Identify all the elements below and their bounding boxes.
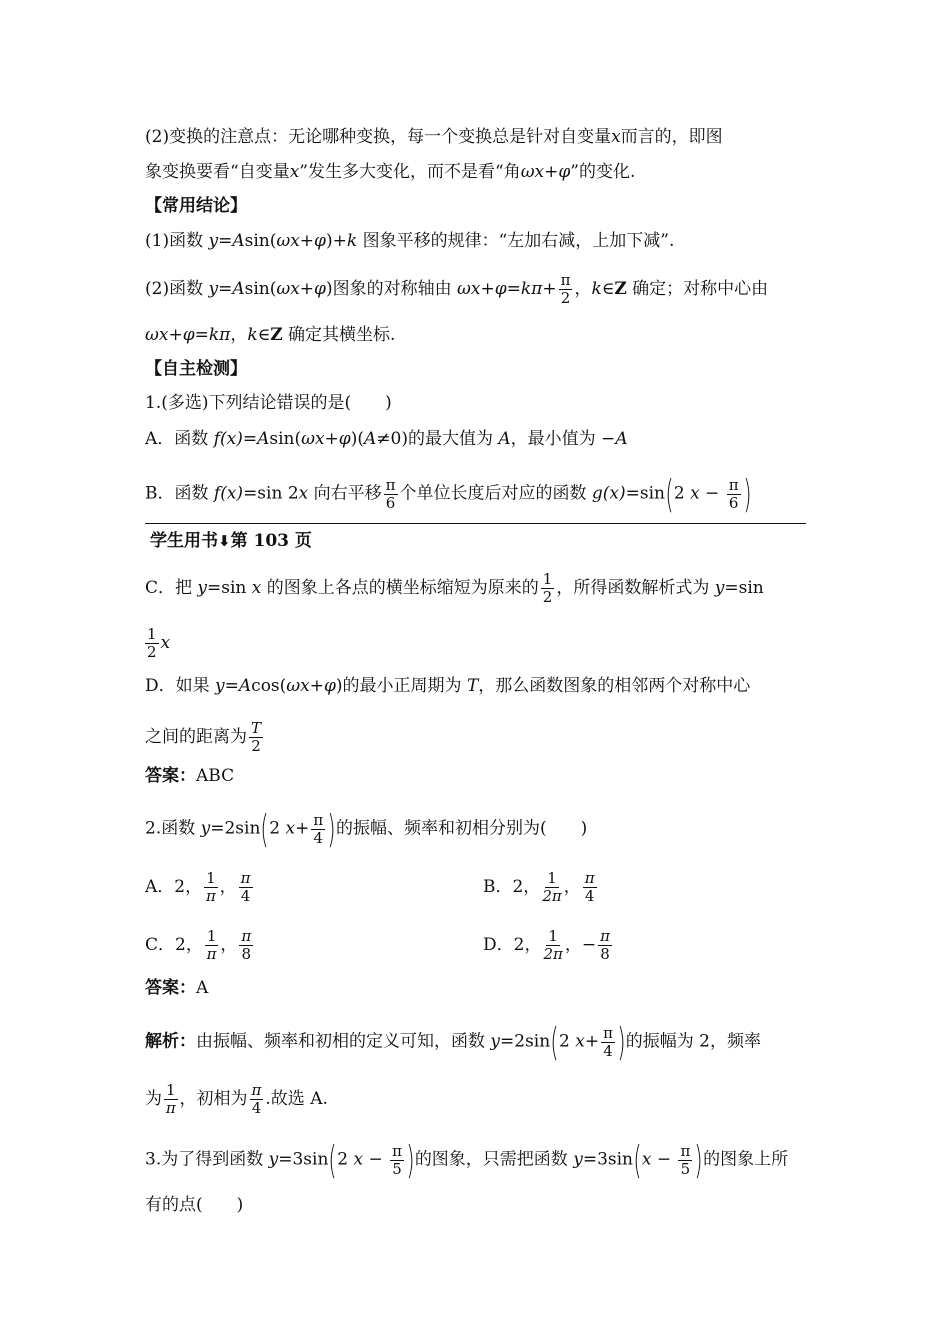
q1b-in2: − [699,483,725,504]
c2-l2-in: ∈ [257,325,271,345]
q2b-f2d: 4 [584,887,595,905]
q2-exp-paren-open: ( [550,1020,559,1064]
c2-l2-expr: ωx+φ=kπ [145,325,231,345]
q2-option-d [483,928,614,963]
q2-exp-den: 4 [603,1041,613,1060]
c2-k: k [591,279,602,299]
q2-exp-l2-f2 [250,1082,264,1117]
c2-Z: Z [614,279,627,299]
q2-option-b [483,870,599,905]
q2c-f1 [205,928,219,963]
q2-in-den: 4 [313,828,324,847]
q1b-expr2: =sin 2 [243,483,299,504]
note2-lead: (2)变换的注意点：无论哪种变换，每一个变换总是针对自变量 [145,127,612,147]
q1c-l2-den: 2 [147,643,157,661]
q3-frac1 [390,1143,404,1178]
c1-expr4: )+ [325,231,347,251]
c2-lead: (2)函数 [145,279,209,299]
q1a-expr6: ≠0)的最大值为 [376,429,499,449]
page-reference [150,529,312,553]
section-common: 【常用结论】 [145,196,247,216]
q2-exp-b: =2sin [500,1031,551,1052]
q2-option-a [145,870,255,905]
note2-l2expr: ωx+φ [520,162,571,182]
q2c-f2n: π [241,927,252,945]
q2-explanation-line1 [145,1020,762,1064]
q3-mid: 的图象，只需把函数 [414,1149,574,1170]
q1b-mid: 向右平移 [308,483,382,504]
q2-exp-frac [601,1025,615,1060]
c2-expr: y=A [208,279,245,299]
q2-exp-l2-den2: 4 [251,1099,262,1117]
q3-in1: 2 [337,1149,354,1170]
q2c-f1d: π [206,945,217,963]
c2-frac-den: 2 [560,289,571,307]
section-self-check: 【自主检测】 [145,359,247,379]
q1c-mid: 的图象上各点的横坐标缩短为原来的 [261,578,539,598]
q2-stem-a: 2.函数 [145,818,201,839]
q3-stem-line1 [145,1138,789,1182]
q2b-f1d: 2π [542,887,562,905]
q3-in2-b: − [651,1149,677,1170]
q1a-expr: f(x)=A [213,429,270,449]
q2a-f2n: π [240,869,251,887]
q2-answer [145,976,208,1000]
q3-num1: π [392,1141,402,1160]
q2-exp-label: 解析： [145,1031,196,1052]
note2-line1 [145,125,723,149]
down-arrow-icon: ⬇ [218,532,231,550]
q1-stem: 1.(多选)下列结论错误的是( ) [145,393,392,413]
q2b-f1n: 1 [547,869,557,887]
note2-line2 [145,160,635,184]
c2-l2-mid: ， [230,325,248,345]
q1a-expr4: )( [350,429,364,449]
q3-paren2-close: ) [694,1138,703,1182]
q1-answer-label: 答案： [145,766,196,786]
q1b-frac-den: 6 [385,493,396,512]
q1b-paren-open: ( [665,472,674,516]
q1b-mid2: 个单位长度后对应的函数 [399,483,592,504]
c2-in: ∈ [601,279,615,299]
q1d-num: T [251,719,262,737]
q1c-frac-den: 2 [542,588,553,606]
q2-stem [145,807,588,851]
q1b-frac-num: π [385,475,396,494]
q3-in-x: x [353,1149,364,1170]
q1b-paren-close: ) [742,472,752,516]
q2-stem-b: =2sin [210,818,261,839]
note2-l2b: ”发生多大变化，而不是看“角 [299,162,521,182]
q1d-expr4: )的最小正周期为 [335,676,467,696]
c2-l2-Z: Z [270,325,283,345]
q1-answer [145,764,234,788]
note2-tail: 而言的，即图 [620,127,723,147]
q1d-den: 2 [251,737,261,755]
q2d-sep: ， [564,935,582,955]
q2c-sep: ， [220,935,238,955]
page-separator [145,523,806,524]
q2-in-num: π [313,810,324,829]
q1d-tail: ，那么函数图象的相邻两个对称中心 [478,676,751,696]
q1b-g: g(x) [591,483,626,504]
q2-exp-num: π [603,1023,613,1042]
q2-paren-open: ( [260,807,269,851]
q2-exp-in-x: x [575,1031,585,1052]
note2-l2x: x [289,162,300,182]
q1d-expr2: cos( [251,676,287,696]
c1-tail: 图象平移的规律：“左加右减，上加下减”. [357,231,675,251]
q1b-lead: B．函数 [145,483,214,504]
q1c-x: x [251,578,262,598]
c2-frac-num: π [560,271,571,289]
q2-exp-in1: 2 [559,1031,576,1052]
q2a-f1n: 1 [206,869,216,887]
q1a-expr3: ωx+φ [301,429,351,449]
q1c-l2-frac [145,626,159,661]
q1a-expr2: sin( [269,429,302,449]
q2-explanation-line2 [145,1082,328,1117]
q2a-f2 [239,870,253,905]
q2a-f2d: 4 [240,887,251,905]
q2-exp-l2-den: π [165,1099,176,1117]
q2-in-x: x [285,818,296,839]
q2-exp-in2: + [584,1031,600,1052]
q1c-frac [541,571,555,606]
q1c-frac-num: 1 [542,570,553,588]
q2-exp-l2b: ，初相为 [179,1089,248,1109]
q2d-neg: − [581,935,597,955]
c2-eq: ωx+φ=kπ+ [457,279,557,299]
common2-line2 [145,323,395,347]
q1c-lead: C．把 [145,578,198,598]
c2-l2-k: k [247,325,258,345]
q1c-l2-x: x [160,633,171,653]
q1b-x: x [298,483,309,504]
q2b-f1 [542,870,561,905]
page-ref-b: 第 103 页 [230,531,312,551]
q1b-expr: f(x) [213,483,244,504]
q3-paren1-open: ( [328,1138,337,1182]
q2-stem-c: 的振幅、频率和初相分别为( ) [336,818,588,839]
q2-answer-value: A [196,978,209,998]
q1b-in-x: x [690,483,700,504]
q2a-f1d: π [205,887,216,905]
q1d-l2: 之间的距离为 [145,727,247,747]
q2d-f1 [543,928,562,963]
q1d-frac [249,720,263,755]
q1-option-a [145,427,628,451]
q2c-f1n: 1 [206,927,217,945]
q2c-label: C．2， [145,935,203,955]
q2c-f2 [239,928,253,963]
q1d-expr3: ωx+φ [286,676,336,696]
c1-expr: y=A [208,231,245,251]
q2-exp-l2-num2: π [251,1081,262,1099]
q3-paren2-open: ( [633,1138,642,1182]
q1d-T: T [466,676,479,696]
q1-option-c-line2 [145,626,170,661]
q3-num2: π [680,1141,691,1160]
common2-line1 [145,272,768,307]
q3-stem-line2: 有的点( ) [145,1195,244,1215]
q1d-lead: D．如果 [145,676,216,696]
c2-expr2: sin( [244,279,277,299]
c1-expr2: sin( [244,231,277,251]
c2-expr4: )图象的对称轴由 [325,279,458,299]
q1-option-b [145,472,752,516]
q2d-label: D．2， [483,935,542,955]
q2d-f2d: 8 [600,945,610,963]
q3-in2: − [363,1149,389,1170]
q1d-expr: y=A [215,676,252,696]
q1c-l2-num: 1 [147,625,157,643]
q2a-sep: ， [219,877,237,897]
c1-k: k [346,231,358,251]
q1-option-d-line2 [145,720,265,755]
q1b-frac [384,477,398,512]
q3-frac2 [678,1143,692,1178]
q1-option-d [145,674,750,698]
q3-den1: 5 [392,1159,402,1178]
q2-exp-a: 由振幅、频率和初相的定义可知，函数 [196,1031,491,1052]
q1c-y: y [714,578,725,598]
c2-mid: ， [574,279,592,299]
q3-y2: y [573,1149,583,1170]
q3-paren1-close: ) [406,1138,415,1182]
c2-tail: 确定；对称中心由 [626,279,769,299]
common1-line [145,229,674,253]
c1-lead: (1)函数 [145,231,209,251]
q1-option-c [145,571,764,606]
q1c-tail: ，所得函数解析式为 [556,578,715,598]
q1c-expr2: =sin [207,578,252,598]
q1b-in-den: 6 [728,493,739,512]
q1b-in-frac [727,477,741,512]
q2-exp-c: 的振幅为 2，频率 [625,1031,762,1052]
c2-frac [559,272,573,307]
q2-in-frac [311,812,325,847]
q3-y: y [268,1149,279,1170]
q2-exp-paren-close: ) [617,1020,626,1064]
q1b-in-num: π [728,475,739,494]
q1c-sin: =sin [724,578,764,598]
q1b-eq: =sin [625,483,665,504]
q1c-expr: y [197,578,208,598]
q3-eq2: =3sin [582,1149,633,1170]
q2-paren-close: ) [327,807,336,851]
q3-stem-a: 3.为了得到函数 [145,1149,269,1170]
q2d-f2n: π [600,927,610,945]
c2-l2-tail: 确定其横坐标. [282,325,396,345]
q2c-f2d: 8 [241,945,252,963]
q2-exp-l2-f1 [164,1082,178,1117]
q2b-f2 [583,870,597,905]
q3-tail: 的图象上所 [703,1149,789,1170]
q2d-f1n: 1 [548,927,558,945]
q2b-f2n: π [584,869,595,887]
q2-answer-label: 答案： [145,978,196,998]
q1b-in1: 2 [673,483,691,504]
q2a-f1 [204,870,218,905]
q2d-f2 [598,928,612,963]
q2-exp-l2-num: 1 [166,1081,176,1099]
q1a-tail: ，最小值为 − [510,429,616,449]
q1a-expr5: A [363,429,377,449]
q2-exp-l2c: .故选 A. [265,1089,328,1109]
q2-stem-y: y [200,818,211,839]
q2b-sep: ， [563,877,581,897]
q2-option-c [145,928,255,963]
q3-in2-x: x [641,1149,652,1170]
q2d-f1d: 2π [543,945,563,963]
q1-answer-value: ABC [196,766,235,786]
q2a-label: A．2， [145,877,203,897]
q1a-A2: A [615,429,628,449]
q2b-label: B．2， [483,877,541,897]
page-ref-a: 学生用书 [150,531,218,551]
q3-eq1: =3sin [278,1149,329,1170]
q1a-A: A [498,429,511,449]
q3-den2: 5 [680,1159,691,1178]
q1a-lead: A．函数 [145,429,214,449]
q2-in1: 2 [269,818,286,839]
q2-exp-y: y [490,1031,501,1052]
q2-in2: + [295,818,310,839]
c2-expr3: ωx+φ [276,279,326,299]
note2-x: x [611,127,621,147]
c1-expr3: ωx+φ [276,231,326,251]
q2-exp-l2a: 为 [145,1089,162,1109]
note2-l2c: ”的变化. [570,162,636,182]
note2-l2a: 象变换要看“自变量 [145,162,290,182]
